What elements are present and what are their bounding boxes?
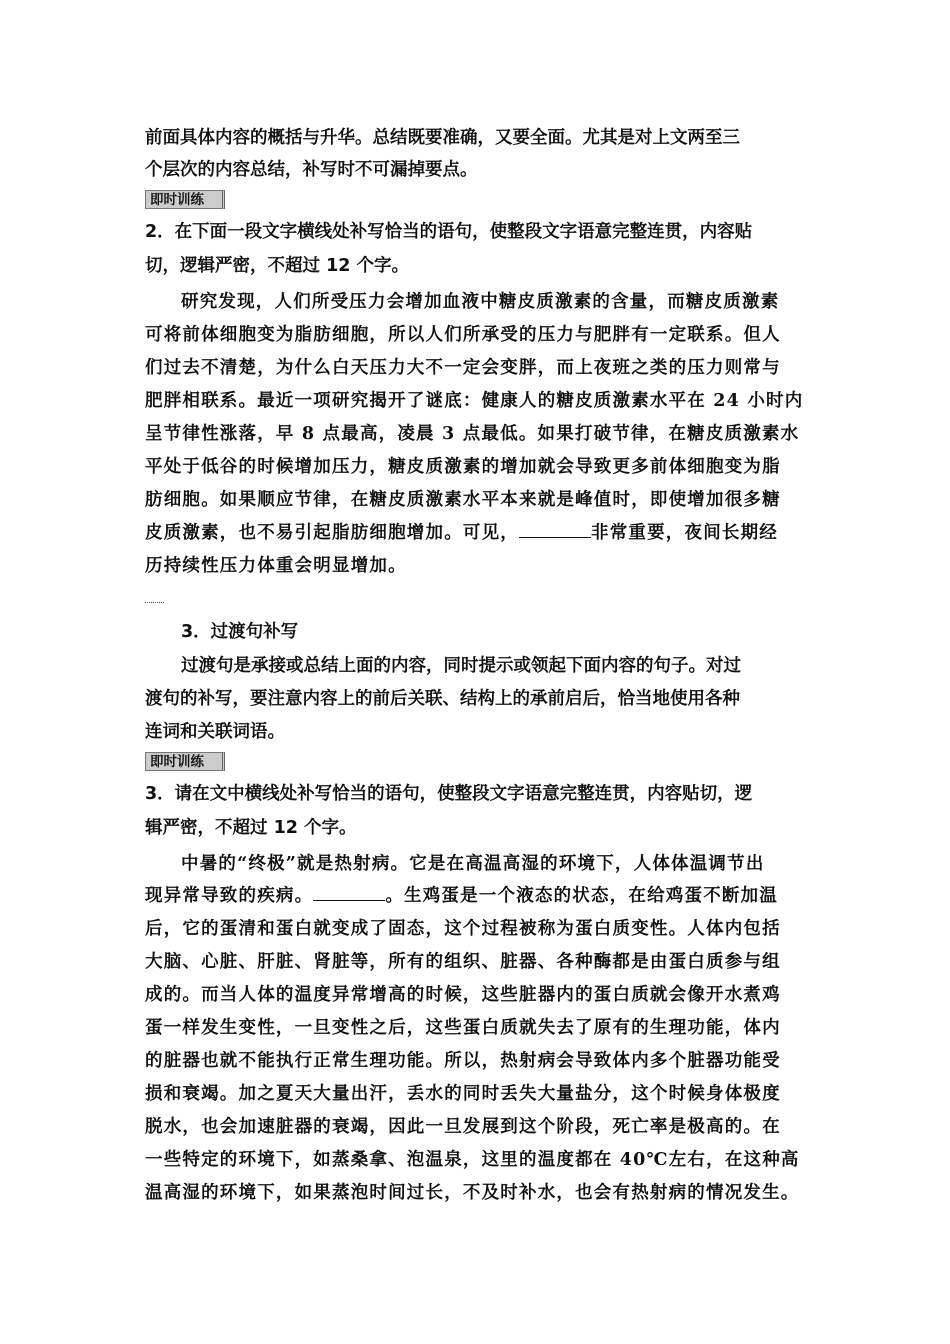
section3-line-2: 渡句的补写，要注意内容上的前后关联、结构上的承前启后，恰当地使用各种 [145, 689, 740, 709]
question3-passage-line-7: 的脏器也就不能执行正常生理功能。所以，热射病会导致体内多个脏器功能受 [145, 1051, 781, 1071]
question2-passage-line-9: 历持续性压力体重会明显增加。 [145, 556, 407, 576]
practice-label-2: 即时训练 [145, 752, 225, 771]
question3-passage-line-11: 温高湿的环境下，如果蒸泡时间过长，不及时补水，也会有热射病的情况发生。 [145, 1183, 800, 1203]
question3-line-1: 3．请在文中横线处补写恰当的语句，使整段文字语意完整连贯，内容贴切，逻 [145, 784, 753, 804]
question3-passage-line-3: 后，它的蛋清和蛋白就变成了固态，这个过程被称为蛋白质变性。人体内包括 [145, 919, 781, 939]
section3-line-1: 过渡句是承接或总结上面的内容，同时提示或领起下面内容的句子。对过 [181, 656, 741, 676]
question2-line-2: 切，逻辑严密，不超过 12 个字。 [145, 256, 410, 276]
question2-passage-line-6: 平处于低谷的时候增加压力，糖皮质激素的增加就会导致更多前体细胞变为脂 [145, 457, 781, 477]
question2-passage-line-8 [145, 518, 810, 548]
question3-passage-line-8: 损和衰竭。加之夏天大量出汗，丢水的同时丢失大量盐分，这个时候身体极度 [145, 1084, 781, 1104]
question3-passage-line-6: 蛋一样发生变性，一旦变性之后，这些蛋白质就失去了原有的生理功能，体内 [145, 1018, 781, 1038]
question2-passage-line-1: 研究发现，人们所受压力会增加血液中糖皮质激素的含量，而糖皮质激素 [181, 292, 780, 312]
question3-passage-line-9: 脱水，也会加速脏器的衰竭，因此一旦发展到这个阶段，死亡率是极高的。在 [145, 1117, 781, 1137]
section3-heading: 3．过渡句补写 [181, 622, 299, 642]
section3-line-3: 连词和关联词语。 [145, 722, 285, 742]
question2-passage-line-8-start: 皮质激素，也不易引起脂肪细胞增加。可见， [145, 523, 519, 543]
question2-passage-line-7: 肪细胞。如果顺应节律，在糖皮质激素水平本来就是峰值时，即使增加很多糖 [145, 490, 781, 510]
answer-blank-q2[interactable] [519, 519, 591, 538]
question2-passage-line-5: 呈节律性涨落，早 8 点最高，凌晨 3 点最低。如果打破节律，在糖皮质激素水 [145, 424, 800, 444]
answer-blank-q3[interactable] [313, 882, 385, 901]
question3-passage-line-10: 一些特定的环境下，如蒸桑拿、泡温泉，这里的温度都在 40℃左右，在这种高 [145, 1150, 800, 1170]
question2-line-1: 2．在下面一段文字横线处补写恰当的语句，使整段文字语意完整连贯，内容贴 [145, 222, 753, 242]
practice-label-1: 即时训练 [145, 190, 225, 209]
question2-passage-line-3: 们过去不清楚，为什么白天压力大不一定会变胖，而上夜班之类的压力则常与 [145, 358, 781, 378]
question3-passage-line-2-end: 。生鸡蛋是一个液态的状态，在给鸡蛋不断加温 [385, 886, 779, 906]
dotted-divider [145, 602, 164, 603]
question3-passage-line-5: 成的。而当人体的温度异常增高的时候，这些脏器内的蛋白质就会像开水煮鸡 [145, 985, 781, 1005]
question2-passage-line-8-end: 非常重要，夜间长期经 [591, 523, 778, 543]
question3-passage-line-2-start: 现异常导致的疾病。 [145, 886, 314, 906]
question3-passage-line-4: 大脑、心脏、肝脏、肾脏等，所有的组织、脏器、各种酶都是由蛋白质参与组 [145, 952, 781, 972]
question2-passage-line-2: 可将前体细胞变为脂肪细胞，所以人们所承受的压力与肥胖有一定联系。但人 [145, 325, 781, 345]
question2-passage-line-4: 肥胖相联系。最近一项研究揭开了谜底：健康人的糖皮质激素水平在 24 小时内 [145, 391, 804, 411]
question3-passage-line-1: 中暑的“终极”就是热射病。它是在高温高湿的环境下，人体体温调节出 [181, 854, 765, 874]
question3-line-2: 辑严密，不超过 12 个字。 [145, 818, 357, 838]
summary-line-1: 前面具体内容的概括与升华。总结既要准确，又要全面。尤其是对上文两至三 [145, 128, 740, 148]
summary-line-2: 个层次的内容总结，补写时不可漏掉要点。 [145, 160, 478, 180]
question3-passage-line-2 [145, 881, 810, 911]
